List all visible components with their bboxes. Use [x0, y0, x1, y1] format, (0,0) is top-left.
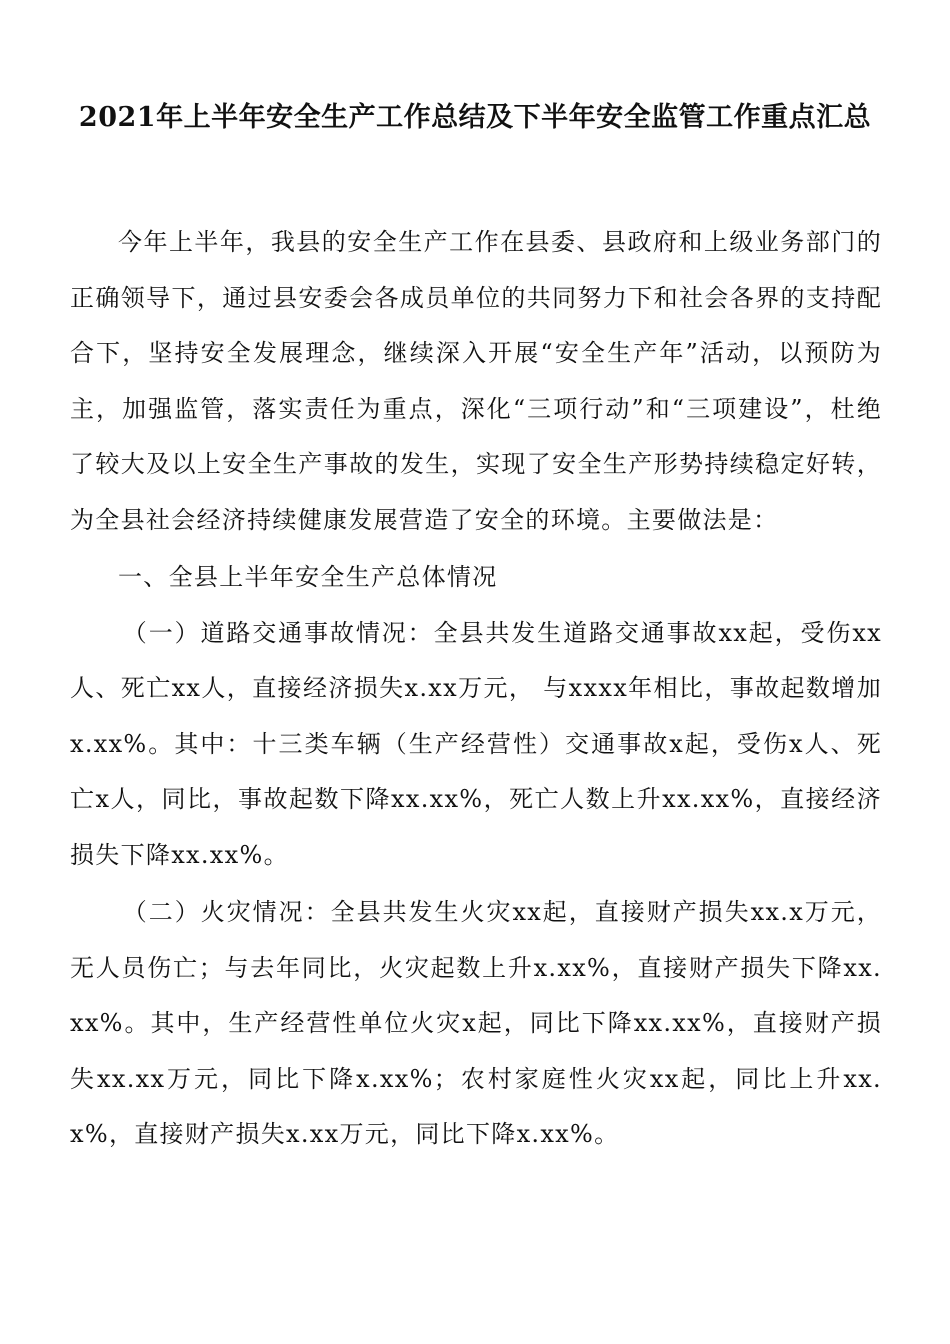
- document-title: 2021年上半年安全生产工作总结及下半年安全监管工作重点汇总: [78, 102, 872, 133]
- intro-paragraph: 今年上半年，我县的安全生产工作在县委、县政府和上级业务部门的正确领导下，通过县安委会各成员单位的共同努力下和社会各界的支持配合下，坚持安全发展理念，继续深入开展“安全生产年”活动，以预防为主，加强监管，落实责任为重点，深化“三项行动”和“三项建设”，杜绝了较大及以上安全生产事故的发生，实现了安全生产形势持续稳定好转，为全县社会经济持续健康发展营造了安全的环境。主要做法是：: [70, 228, 882, 534]
- section-heading-overview: 一、全县上半年安全生产总体情况: [118, 563, 498, 591]
- document-body: [70, 215, 882, 1165]
- road-traffic-paragraph: （一）道路交通事故情况：全县共发生道路交通事故xx起，受伤xx人、死亡xx人，直接经济损失x.xx万元， 与xxxx年相比，事故起数增加x.xx%。其中：十三类车辆（生产经营性）交通事故x起，受伤x人、死亡x人，同比，事故起数下降xx.xx%，死亡人数上升xx.xx%，直接经济损失下降xx.xx%。: [70, 618, 882, 869]
- fire-paragraph: （二）火灾情况：全县共发生火灾xx起，直接财产损失xx.x万元，无人员伤亡；与去年同比，火灾起数上升x.xx%，直接财产损失下降xx.xx%。其中，生产经营性单位火灾x起，同比下降xx.xx%，直接财产损失xx.xx万元，同比下降x.xx%；农村家庭性火灾xx起，同比上升xx.x%，直接财产损失x.xx万元，同比下降x.xx%。: [70, 898, 882, 1148]
